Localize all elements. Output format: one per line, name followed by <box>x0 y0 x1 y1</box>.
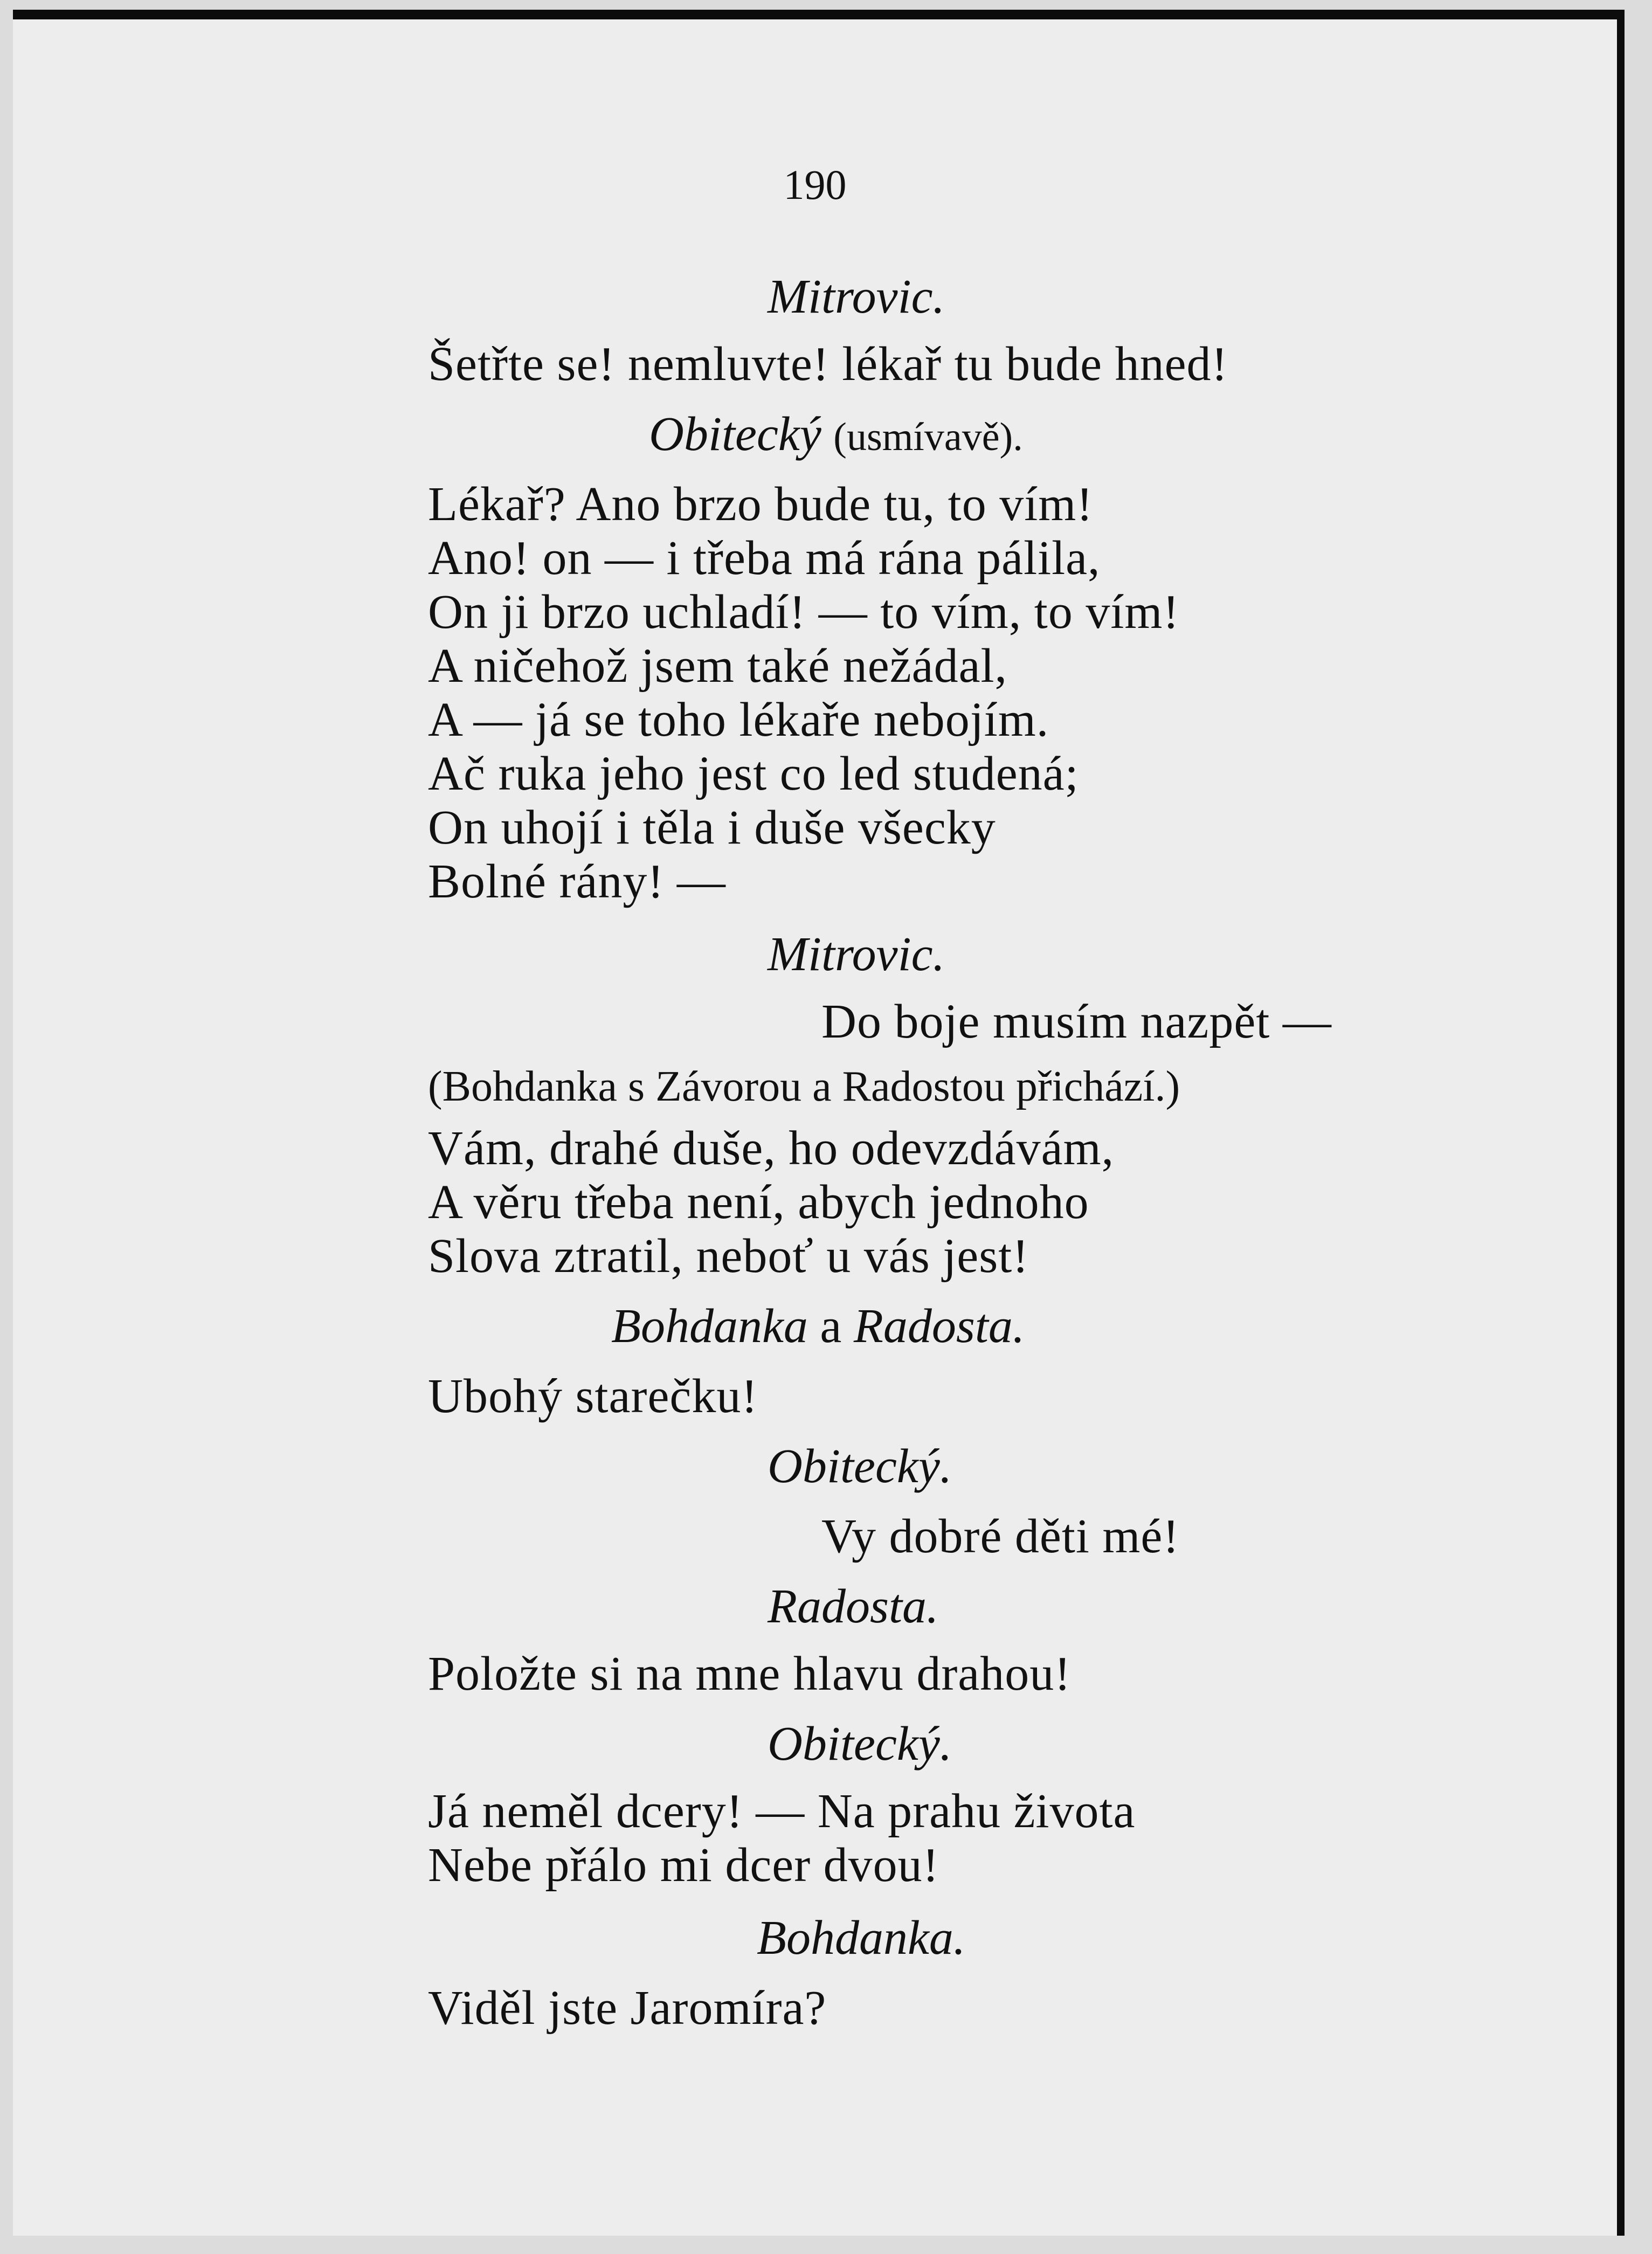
verse-line: Vám, drahé duše, ho odevzdávám, <box>428 1122 1115 1175</box>
verse-line: Položte si na mne hlavu drahou! <box>428 1647 1072 1700</box>
verse-line: On ji brzo uchladí! — to vím, to vím! <box>428 585 1180 639</box>
verse-line: On uhojí i těla i duše všecky <box>428 801 996 854</box>
verse-line: Ač ruka jeho jest co led studená; <box>428 747 1079 800</box>
verse-line: Slova ztratil, neboť u vás jest! <box>428 1229 1029 1283</box>
verse-line: A věru třeba není, abych jednoho <box>428 1176 1089 1229</box>
speaker-mitrovic: Mitrovic. <box>768 270 945 323</box>
speaker-bohdanka: Bohdanka. <box>757 1911 966 1965</box>
verse-line: Lékař? Ano brzo bude tu, to vím! <box>428 478 1094 531</box>
speaker-mitrovic: Mitrovic. <box>768 928 945 981</box>
verse-line: Do boje musím nazpět — <box>821 995 1332 1048</box>
speaker-obitecky: Obitecký. <box>768 1440 952 1493</box>
speaker-obitecky: Obitecký. <box>768 1717 952 1771</box>
verse-line: Šetřte se! nemluvte! lékař tu bude hned! <box>428 337 1228 391</box>
verse-line: Vy dobré děti mé! <box>821 1510 1180 1563</box>
verse-line: A — já se toho lékaře nebojím. <box>428 693 1049 746</box>
conjunction: a <box>820 1299 842 1353</box>
speaker-radosta: Radosta. <box>768 1580 939 1633</box>
verse-line: Bolné rány! — <box>428 855 726 908</box>
page-number: 190 <box>783 161 847 208</box>
book-page <box>13 10 1625 2236</box>
speaker-name: Obitecký <box>649 407 821 461</box>
speaker-name: Bohdanka <box>611 1299 808 1353</box>
verse-line: Viděl jste Jaromíra? <box>428 1981 827 2035</box>
verse-line: A ničehož jsem také nežádal, <box>428 639 1008 693</box>
verse-line: Ano! on — i třeba má rána pálila, <box>428 531 1101 585</box>
stage-direction: (Bohdanka s Závorou a Radostou přichází.) <box>428 1063 1180 1110</box>
speaker-bohdanka-radosta <box>611 1299 1025 1353</box>
stage-direction: (usmívavě). <box>833 415 1023 459</box>
verse-line: Ubohý starečku! <box>428 1370 758 1423</box>
speaker-obitecky <box>649 407 1023 461</box>
verse-line: Já neměl dcery! — Na prahu života <box>428 1785 1136 1838</box>
verse-line: Nebe přálo mi dcer dvou! <box>428 1838 939 1892</box>
speaker-name: Radosta. <box>853 1299 1025 1353</box>
